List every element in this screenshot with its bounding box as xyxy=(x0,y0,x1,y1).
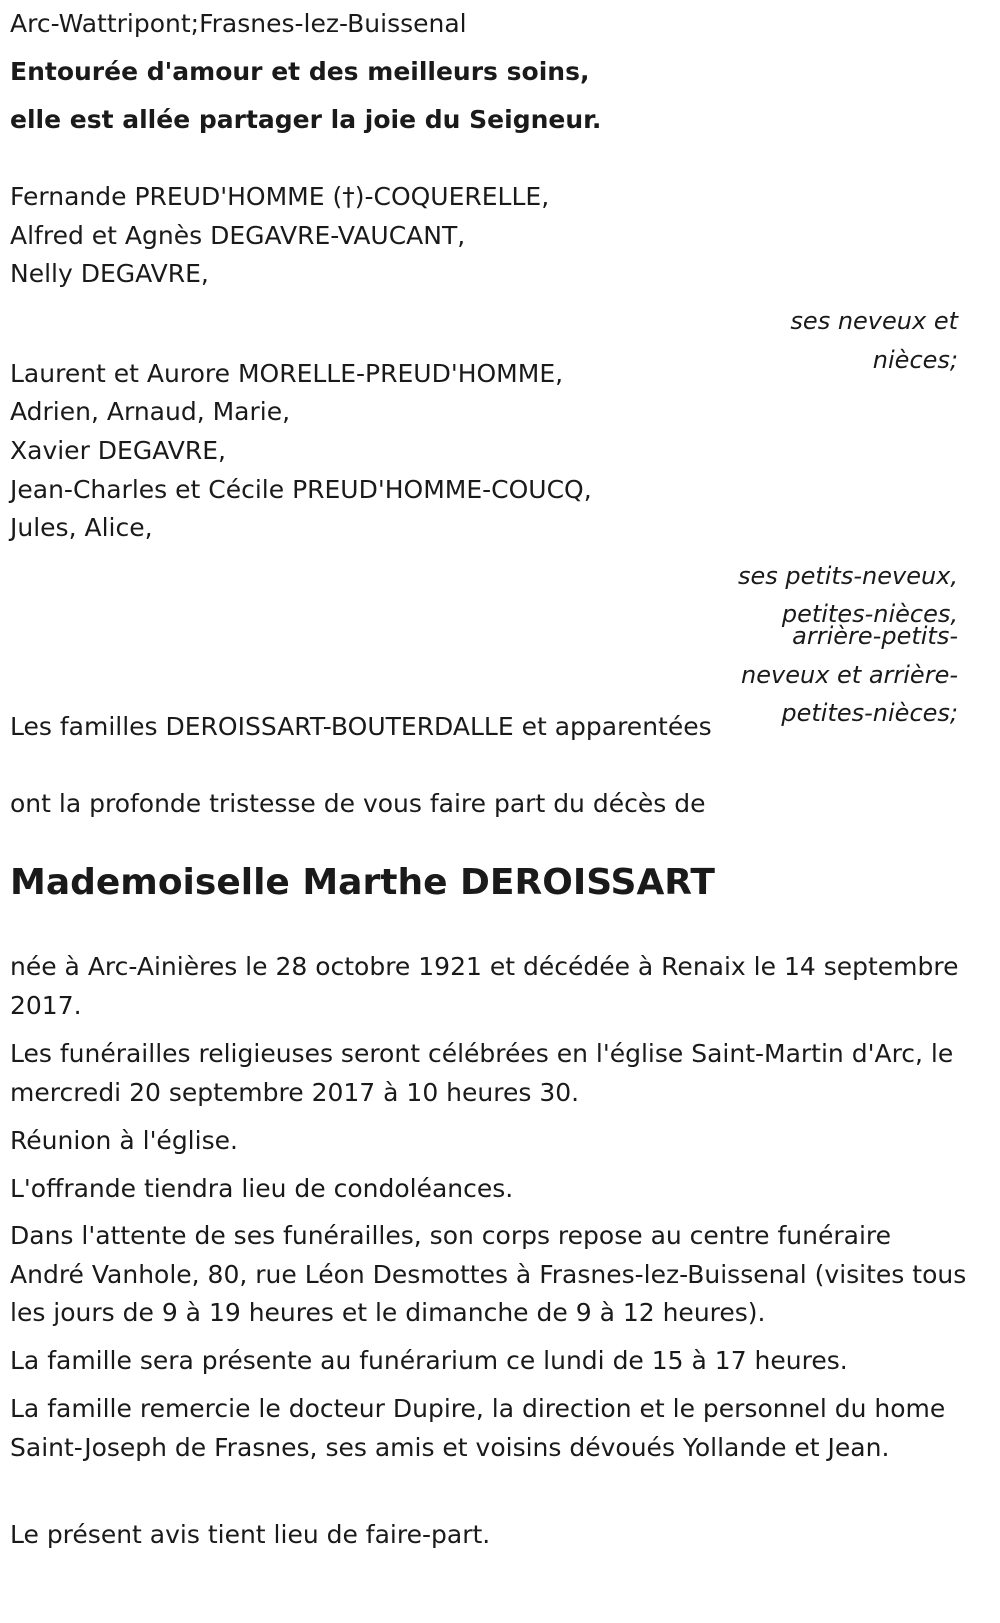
meeting-paragraph: Réunion à l'église. xyxy=(10,1126,238,1155)
family-name: Laurent et Aurore MORELLE-PREUD'HOMME, xyxy=(10,359,564,388)
relation-label: ses neveux et xyxy=(790,307,958,335)
family-name: Fernande PREUD'HOMME (†)-COQUERELLE, xyxy=(10,182,550,211)
family-name: Adrien, Arnaud, Marie, xyxy=(10,397,291,426)
quote-line-1: Entourée d'amour et des meilleurs soins, xyxy=(10,57,590,86)
family-name: Nelly DEGAVRE, xyxy=(10,259,209,288)
relation-label: petites-nièces; xyxy=(781,699,958,727)
family-name: Jules, Alice, xyxy=(10,513,153,542)
deceased-name: Mademoiselle Marthe DEROISSART xyxy=(10,862,715,903)
birth-death-paragraph: née à Arc-Ainières le 28 octobre 1921 et décédée à Renaix le 14 septembre 2017. xyxy=(10,952,959,1020)
relation-label: ses petits-neveux, xyxy=(737,562,958,590)
relation-label: petites-nièces, xyxy=(781,600,958,628)
rest-place-paragraph: Dans l'attente de ses funérailles, son corps repose au centre funéraire André Vanhole, 80, rue Léon Desmottes à Frasnes-lez-Buissenal (visites tous les jours de 9 à 19 heures et le dimanche de 9 à 12 heures). xyxy=(10,1221,967,1327)
closing-paragraph: Le présent avis tient lieu de faire-part. xyxy=(10,1520,491,1549)
thanks-paragraph: La famille remercie le docteur Dupire, la direction et le personnel du home Saint-Joseph de Frasnes, ses amis et voisins dévoués Yollande et Jean. xyxy=(10,1394,946,1462)
relation-label: arrière-petits- xyxy=(792,622,958,650)
relation-label: nièces; xyxy=(872,346,958,374)
funeral-paragraph: Les funérailles religieuses seront célébrées en l'église Saint-Martin d'Arc, le mercredi 20 septembre 2017 à 10 heures 30. xyxy=(10,1039,954,1107)
family-presence-paragraph: La famille sera présente au funérarium ce lundi de 15 à 17 heures. xyxy=(10,1346,848,1375)
quote-line-2: elle est allée partager la joie du Seigneur. xyxy=(10,105,602,134)
family-name: Alfred et Agnès DEGAVRE-VAUCANT, xyxy=(10,221,466,250)
offering-paragraph: L'offrande tiendra lieu de condoléances. xyxy=(10,1174,514,1203)
family-name: Jean-Charles et Cécile PREUD'HOMME-COUCQ, xyxy=(10,475,592,504)
relation-label: neveux et arrière- xyxy=(741,661,958,689)
family-name: Xavier DEGAVRE, xyxy=(10,436,226,465)
families-line: Les familles DEROISSART-BOUTERDALLE et apparentées xyxy=(10,712,712,741)
announcement: ont la profonde tristesse de vous faire part du décès de xyxy=(10,789,706,818)
location: Arc-Wattripont;Frasnes-lez-Buissenal xyxy=(10,9,467,38)
